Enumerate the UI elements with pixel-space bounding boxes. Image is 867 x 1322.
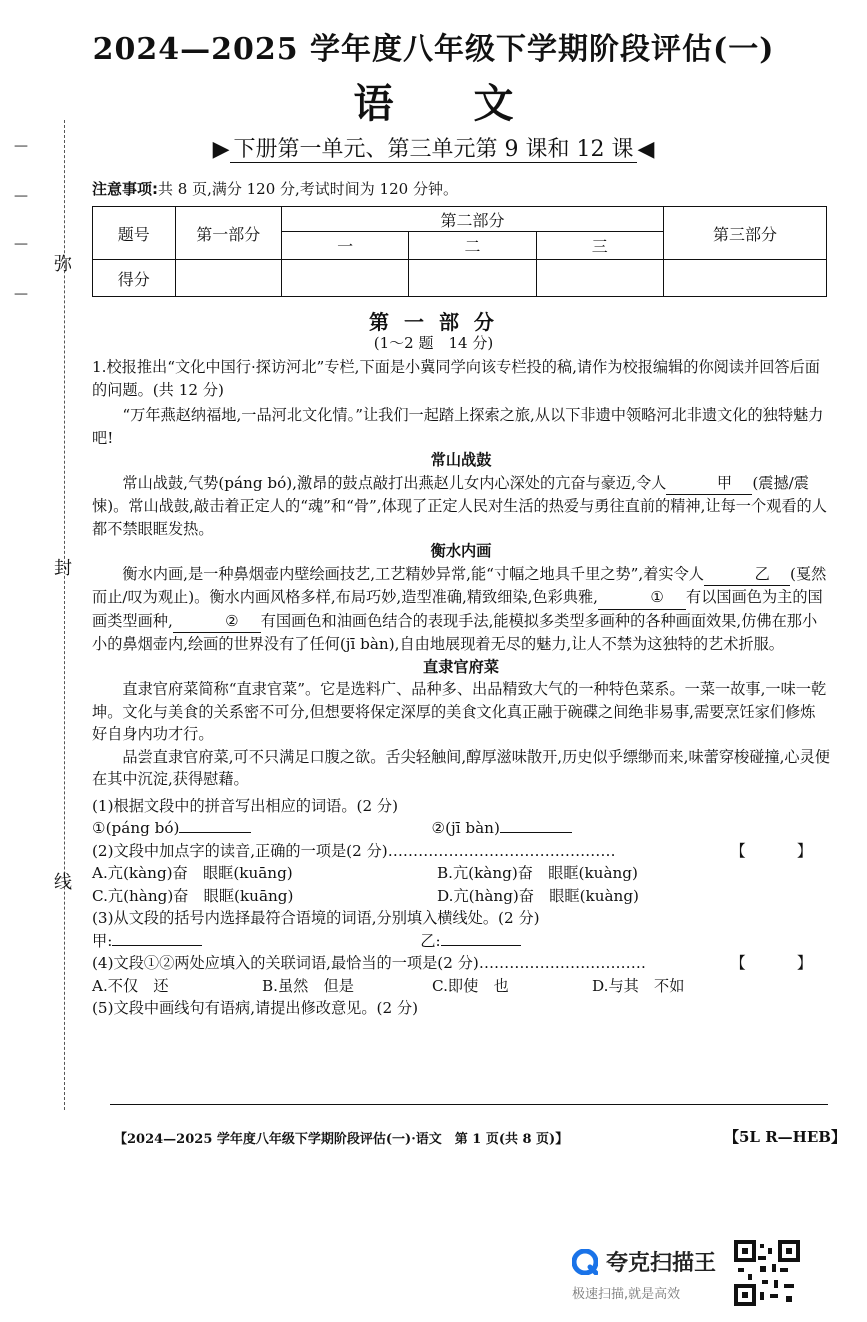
- edge-mark: —: [14, 236, 28, 252]
- answer-bracket[interactable]: 【 】: [730, 954, 830, 972]
- para-zhili-1: 直隶官府菜简称“直隶官菜”。它是选料广、品种多、出品精致大气的一种特色菜系。一菜一故事,一味一乾坤。文化与美食的关系密不可分,但想要将保定深厚的美食文化真正融于碗碟之间绝非易事,需要烹饪家们修炼好自身内功才行。: [92, 680, 827, 743]
- answer-blank-b[interactable]: [500, 832, 572, 833]
- para-hengshui: [92, 563, 830, 656]
- para-changshan: [92, 472, 830, 541]
- cell-header-label: 题号: [93, 207, 176, 260]
- sub-question-4-text: (4)文段①②两处应填入的关联词语,最恰当的一项是(2 分): [92, 954, 479, 972]
- cell-part2-3: 三: [536, 232, 663, 260]
- para-text: (戛然而止/叹为观止)。衡水内画风格多样,布局巧妙,造型准确,精致细染,色彩典雅,: [92, 564, 827, 606]
- option-b[interactable]: B.亢(kàng)奋 眼眶(kuàng): [437, 864, 638, 882]
- blank-1[interactable]: ①: [598, 586, 686, 610]
- notice-label: 注意事项:: [92, 180, 158, 198]
- triangle-left-icon: ◀: [637, 137, 655, 162]
- sub-question-4-options: [92, 975, 830, 998]
- sub-question-2-options-row2: [92, 885, 830, 908]
- edge-mark: —: [14, 188, 28, 204]
- qr-code-icon: [734, 1240, 800, 1306]
- sub-question-2-options-row1: [92, 862, 830, 885]
- label-jia: 甲:: [92, 931, 113, 950]
- para-text: 衡水内画,是一种鼻烟壶内壁绘画技艺,工艺精妙异常,能“寸幅之地具千里之势”,着实令人: [122, 564, 704, 583]
- para-zhili-2: 品尝直隶官府菜,可不只满足口腹之欲。舌尖轻触间,醇厚滋味散开,历史似乎缥缈而来,味蕾穿梭碰撞,心灵便在其中沉淀,获得慰藉。: [92, 747, 830, 788]
- pinyin-b: ②(jī bàn): [431, 819, 500, 837]
- cell-part2: 第二部分: [282, 207, 664, 232]
- score-input-part1[interactable]: [175, 260, 281, 297]
- score-input-part2-3[interactable]: [536, 260, 663, 297]
- blank-yi[interactable]: 乙: [704, 563, 790, 587]
- answer-blank-a[interactable]: [179, 832, 251, 833]
- scanner-name: 夸克扫描王: [606, 1251, 717, 1276]
- section-title: 第 一 部 分: [369, 310, 498, 334]
- sub-question-1: (1)根据文段中的拼音写出相应的词语。(2 分): [92, 796, 399, 815]
- para-text: (震撼/震悚)。常山战鼓,敲击着正定人的“魂”和“骨”,体现了正定人民对生活的热爱与勇往直前的精神,让每一个观看的人都不禁眼眶发热。: [92, 473, 827, 538]
- cell-score-label: 得分: [93, 260, 176, 297]
- section-subtitle: (1～2 题 14 分): [373, 334, 494, 352]
- para-text: 有以国画色为主的国画类型画种,: [92, 588, 823, 630]
- notice: [92, 178, 458, 199]
- cell-part2-2: 二: [409, 232, 536, 260]
- heading-changshan: 常山战鼓: [430, 451, 492, 469]
- footer-divider: [110, 1104, 828, 1105]
- option-c[interactable]: C.亢(hàng)奋 眼眶(kuāng): [92, 886, 294, 905]
- answer-bracket[interactable]: 【 】: [730, 841, 830, 860]
- leader-dots: ……………………………: [478, 954, 646, 972]
- scope-text: 下册第一单元、第三单元第 9 课和 12 课: [230, 137, 638, 163]
- label-yi: 乙:: [420, 931, 441, 950]
- heading-hengshui: 衡水内画: [430, 542, 492, 560]
- leader-dots: ………………………………………: [387, 841, 616, 860]
- option-c[interactable]: C.即使 也: [432, 976, 509, 995]
- option-d[interactable]: D.与其 不如: [592, 976, 685, 995]
- sub-question-1-answers: [92, 817, 830, 840]
- footer-right: 【5L R—HEB】: [724, 1128, 846, 1146]
- cell-part1: 第一部分: [175, 207, 281, 260]
- sub-question-3-answers: [92, 930, 830, 953]
- margin-char-feng: 封: [54, 558, 72, 579]
- quark-logo-icon: [572, 1249, 598, 1275]
- sub-question-5: (5)文段中画线句有语病,请提出修改意见。(2 分): [92, 999, 419, 1017]
- margin-char-xian: 线: [54, 872, 72, 893]
- score-table: [92, 206, 827, 297]
- sub-question-2: [92, 840, 830, 863]
- cell-part2-1: 一: [282, 232, 409, 260]
- answer-blank-jia[interactable]: [112, 945, 202, 946]
- scanner-tagline: 极速扫描,就是高效: [572, 1287, 681, 1302]
- triangle-right-icon: ▶: [212, 137, 230, 162]
- score-input-part2-2[interactable]: [409, 260, 536, 297]
- blank-2[interactable]: ②: [173, 610, 261, 634]
- exam-title: 2024—2025 学年度八年级下学期阶段评估(一): [92, 32, 775, 67]
- q1-intro: 1.校报推出“文化中国行·探访河北”专栏,下面是小冀同学向该专栏投的稿,请作为校报编辑的你阅读并回答后面的问题。(共 12 分): [92, 358, 820, 399]
- option-b[interactable]: B.虽然 但是: [262, 976, 354, 995]
- para-text: 有国画色和油画色结合的表现手法,能模拟多类型多画种的各种画面效果,仿佛在那小小的鼻烟壶内,绘画的世界没有了任何(jī bàn),自由地展现着无尽的魅力,让人不禁为这独特的艺术折服。: [92, 611, 818, 653]
- scanner-watermark: [572, 1246, 716, 1302]
- notice-text: 共 8 页,满分 120 分,考试时间为 120 分钟。: [158, 180, 458, 198]
- question-1: [92, 356, 830, 1020]
- heading-zhili: 直隶官府菜: [423, 657, 499, 676]
- score-input-part2-1[interactable]: [282, 260, 409, 297]
- margin-char-mi: 弥: [54, 254, 72, 275]
- blank-jia[interactable]: 甲: [666, 472, 752, 496]
- option-d[interactable]: D.亢(hàng)奋 眼眶(kuàng): [437, 886, 639, 905]
- sub-question-2-text: (2)文段中加点字的读音,正确的一项是(2 分): [92, 841, 388, 860]
- sub-question-3: (3)从文段的括号内选择最符合语境的词语,分别填入横线处。(2 分): [92, 909, 540, 927]
- q1-lead: “万年燕赵纳福地,一品河北文化情。”让我们一起踏上探索之旅,从以下非遗中领略河北非遗文化的独特魅力吧!: [92, 406, 824, 447]
- subject-title: 语文: [353, 80, 594, 127]
- option-a[interactable]: A.亢(kàng)奋 眼眶(kuāng): [92, 864, 293, 882]
- pinyin-a: ①(páng bó): [92, 819, 180, 837]
- para-text: 常山战鼓,气势(páng bó),激昂的鼓点敲打出燕赵儿女内心深处的亢奋与豪迈,令人: [122, 473, 667, 492]
- edge-mark: —: [14, 286, 28, 302]
- sub-question-4: [92, 952, 830, 975]
- score-input-part3[interactable]: [663, 260, 826, 297]
- footer-left: 【2024—2025 学年度八年级下学期阶段评估(一)·语文 第 1 页(共 8 页)】: [114, 1132, 569, 1147]
- scope-line: [0, 132, 867, 163]
- answer-blank-yi[interactable]: [441, 945, 521, 946]
- cell-part3: 第三部分: [663, 207, 826, 260]
- option-a[interactable]: A.不仅 还: [92, 976, 169, 995]
- edge-mark: —: [14, 138, 28, 154]
